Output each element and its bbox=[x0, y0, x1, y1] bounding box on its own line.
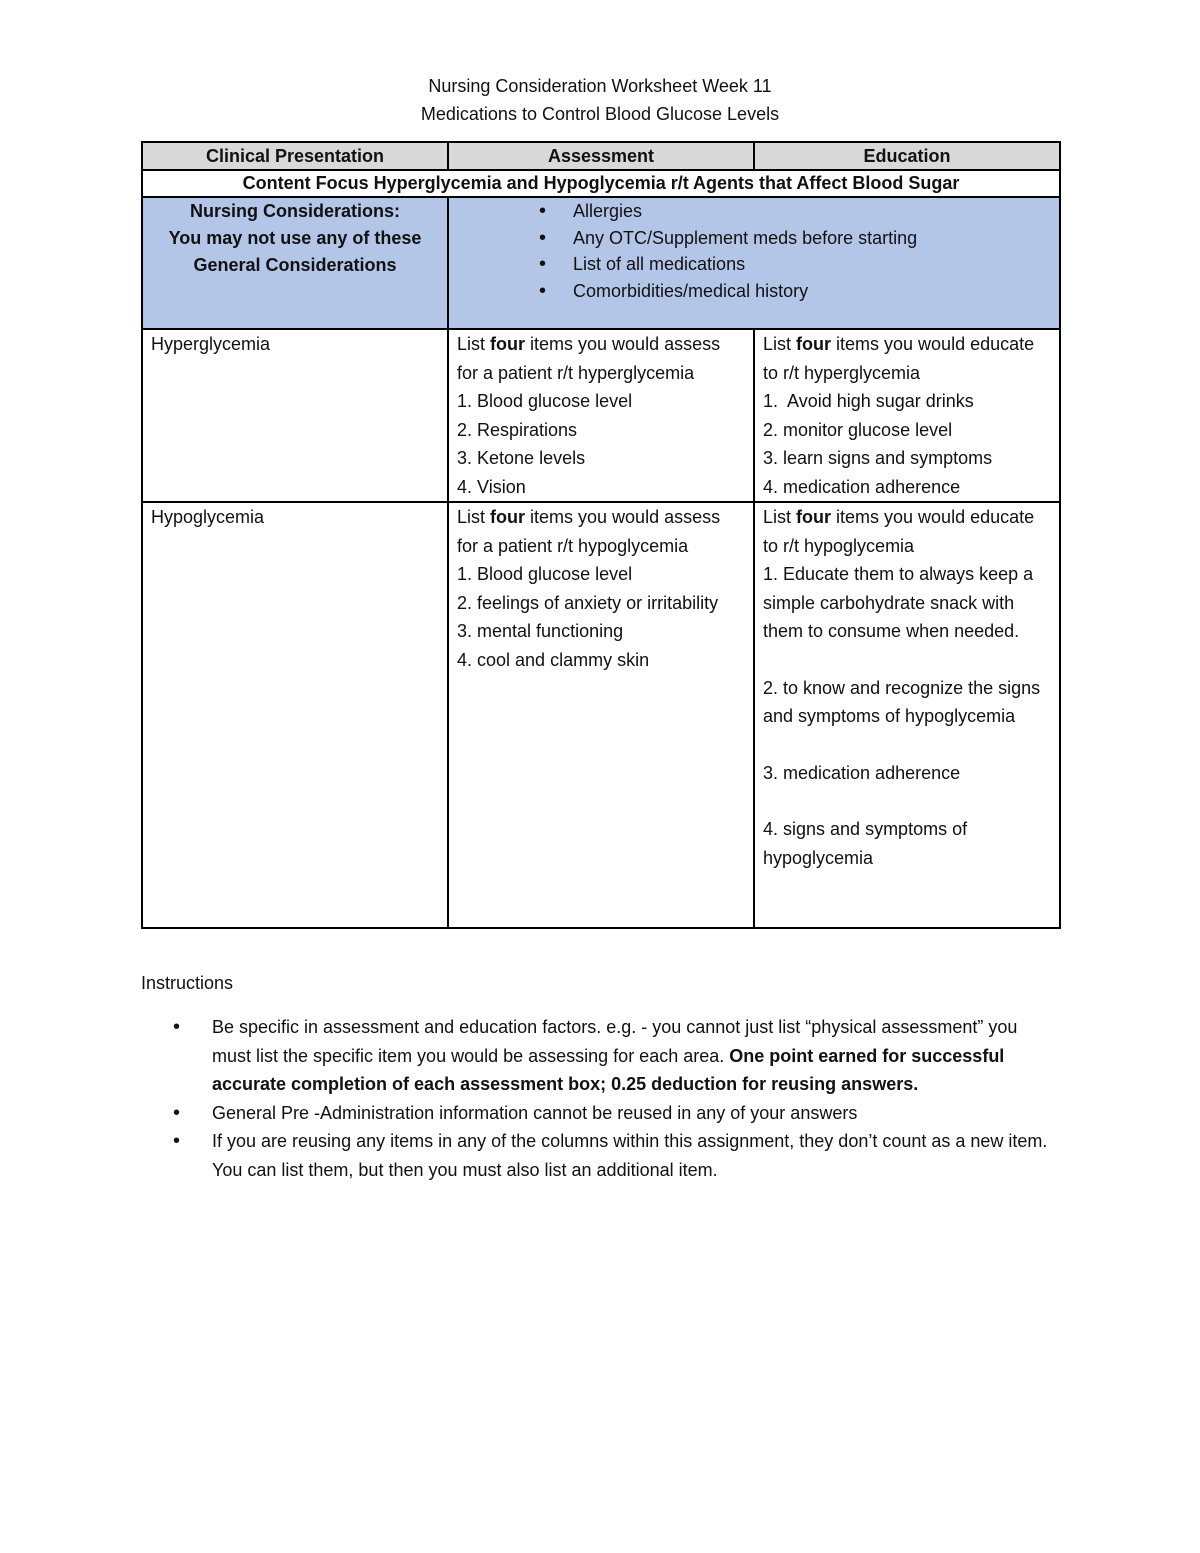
table-header-row bbox=[142, 142, 1060, 170]
education-cell bbox=[754, 329, 1060, 502]
presentation-cell bbox=[142, 329, 448, 502]
presentation-label: Hyperglycemia bbox=[151, 334, 271, 354]
assessment-cell bbox=[448, 329, 754, 502]
content-focus-text: Content Focus Hyperglycemia and Hypoglycemia r/t Agents that Affect Blood Sugar bbox=[142, 170, 1060, 197]
list-item: • Comorbidities/medical history bbox=[573, 278, 1051, 305]
spacer bbox=[763, 787, 1051, 815]
education-item: 4. medication adherence bbox=[763, 476, 961, 497]
spacer bbox=[763, 731, 1051, 759]
assessment-item: 3. mental functioning bbox=[457, 621, 624, 641]
education-prompt: List four items you would educate to r/t hyperglycemia bbox=[763, 334, 1035, 383]
list-item: • If you are reusing any items in any of the columns within this assignment, they don’t count as a new item. You can list them, but then you must also list an additional item. bbox=[141, 1127, 1061, 1184]
assessment-item: 3. Ketone levels bbox=[457, 448, 586, 468]
list-item: • Be specific in assessment and education factors. e.g. - you cannot just list “physical assessment” you must list the specific item you would be assessing for each area. One point earned for successful accurate completion of each assessment box; 0.25 deduction for reusing answers. bbox=[141, 1013, 1061, 1099]
table-row-hyperglycemia bbox=[142, 329, 1060, 502]
instructions-section bbox=[141, 969, 1061, 1184]
column-header-assessment: Assessment bbox=[448, 142, 754, 170]
list-item: • List of all medications bbox=[573, 251, 1051, 278]
education-item: 3. learn signs and symptoms bbox=[763, 448, 993, 468]
content-focus-row bbox=[142, 170, 1060, 197]
general-considerations-list bbox=[457, 198, 1051, 304]
list-item: • General Pre -Administration information cannot be reused in any of your answers bbox=[141, 1099, 1061, 1128]
nc-line-1: Nursing Considerations: bbox=[189, 201, 400, 221]
education-prompt: List four items you would educate to r/t hypoglycemia bbox=[763, 507, 1035, 556]
nursing-considerations-label bbox=[142, 197, 448, 329]
instructions-title: Instructions bbox=[141, 973, 234, 993]
assessment-cell bbox=[448, 502, 754, 928]
presentation-label: Hypoglycemia bbox=[151, 507, 265, 527]
education-item: 4. signs and symptoms of hypoglycemia bbox=[763, 819, 968, 868]
document-title: Nursing Consideration Worksheet Week 11 bbox=[428, 76, 772, 96]
column-header-education: Education bbox=[754, 142, 1060, 170]
assessment-item: 2. feelings of anxiety or irritability bbox=[457, 592, 719, 613]
document-subtitle: Medications to Control Blood Glucose Levels bbox=[420, 104, 780, 124]
assessment-item: 1. Blood glucose level bbox=[457, 564, 633, 584]
education-item: 1. Educate them to always keep a simple carbohydrate snack with them to consume when needed. bbox=[763, 564, 1034, 641]
nc-line-2: You may not use any of these bbox=[168, 228, 422, 248]
spacer bbox=[763, 646, 1051, 674]
list-item: • Any OTC/Supplement meds before starting bbox=[573, 225, 1051, 252]
document-header bbox=[0, 72, 1200, 128]
assessment-prompt: List four items you would assess for a patient r/t hypoglycemia bbox=[457, 507, 721, 556]
assessment-item: 2. Respirations bbox=[457, 419, 578, 440]
assessment-item: 4. Vision bbox=[457, 476, 526, 497]
assessment-item: 1. Blood glucose level bbox=[457, 391, 633, 411]
instructions-list bbox=[141, 1013, 1061, 1184]
assessment-item: 4. cool and clammy skin bbox=[457, 649, 650, 670]
education-cell bbox=[754, 502, 1060, 928]
presentation-cell bbox=[142, 502, 448, 928]
education-item: 2. monitor glucose level bbox=[763, 419, 953, 440]
nc-line-3: General Considerations bbox=[193, 255, 397, 275]
education-item: 1. Avoid high sugar drinks bbox=[763, 391, 974, 411]
assessment-prompt: List four items you would assess for a patient r/t hyperglycemia bbox=[457, 334, 721, 383]
worksheet-table bbox=[141, 141, 1061, 929]
education-item: 3. medication adherence bbox=[763, 762, 961, 783]
general-considerations-cell bbox=[448, 197, 1060, 329]
education-item: 2. to know and recognize the signs and symptoms of hypoglycemia bbox=[763, 677, 1041, 726]
nursing-considerations-row bbox=[142, 197, 1060, 329]
list-item: • Allergies bbox=[573, 198, 1051, 225]
column-header-clinical-presentation: Clinical Presentation bbox=[142, 142, 448, 170]
table-row-hypoglycemia bbox=[142, 502, 1060, 928]
